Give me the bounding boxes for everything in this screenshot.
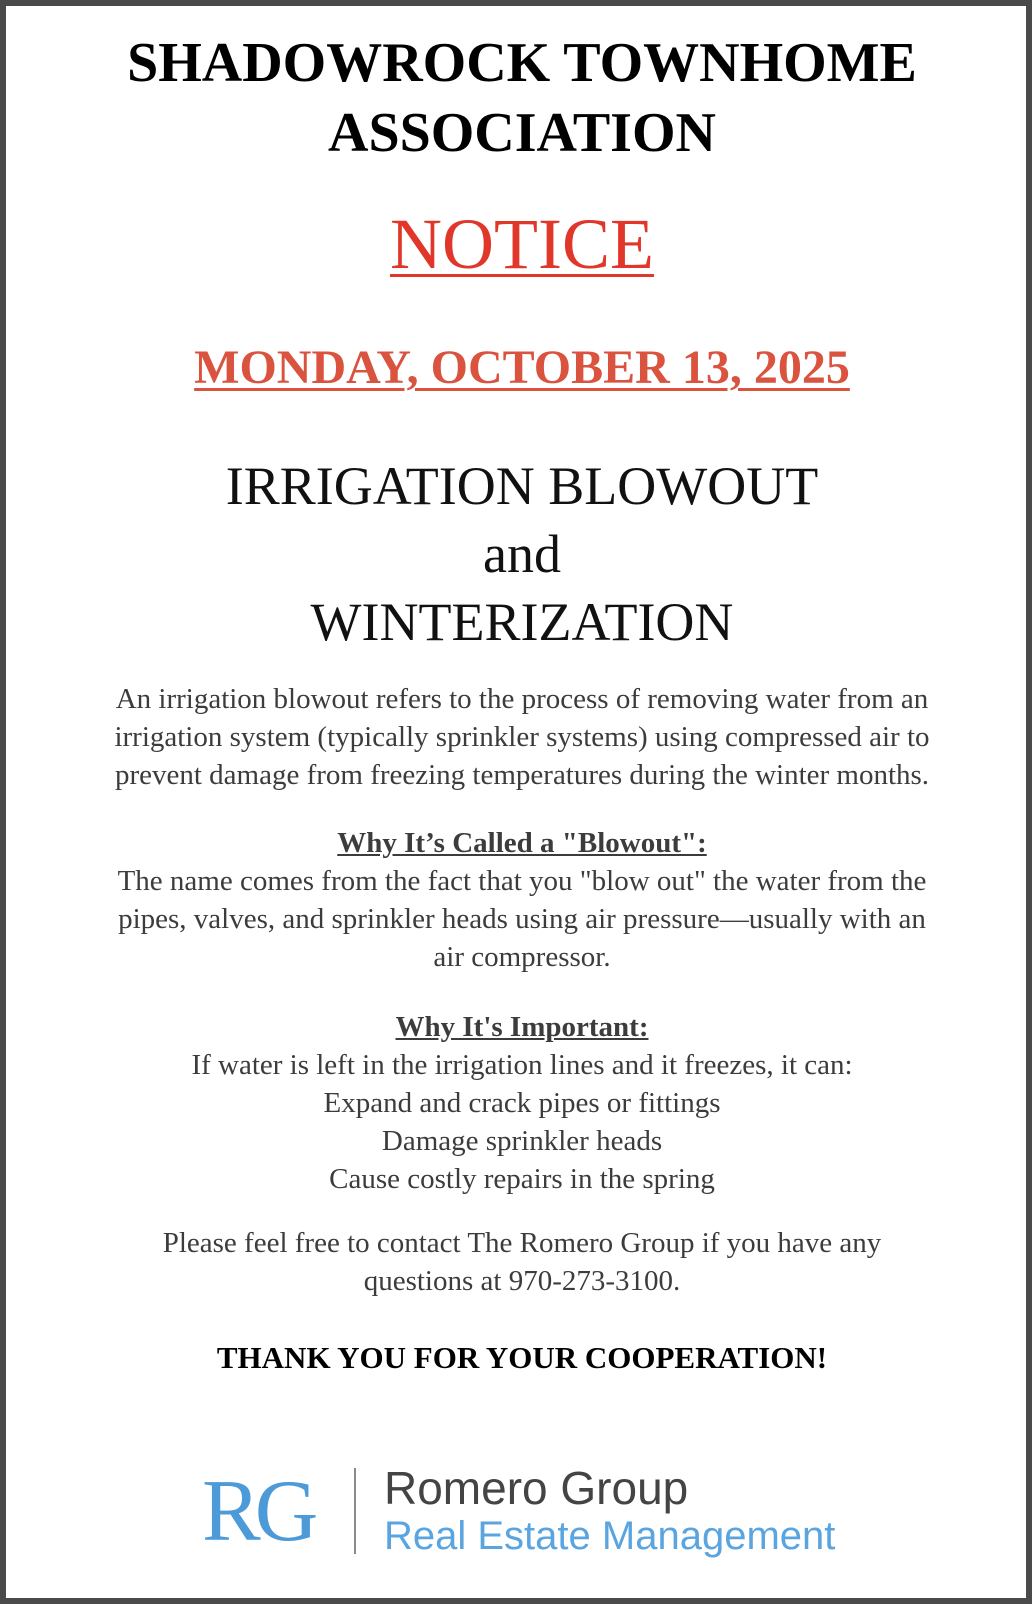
contact-line: questions at 970-273-3100.: [363, 1265, 681, 1297]
why-called-heading: Why It’s Called a "Blowout":: [337, 827, 707, 859]
association-title-line-1: SHADOWROCK TOWNHOME: [127, 32, 917, 94]
association-title-line-2: ASSOCIATION: [328, 102, 716, 164]
subject-line-3: WINTERIZATION: [310, 592, 734, 652]
logo-divider: [354, 1468, 356, 1554]
association-title: [6, 28, 1032, 168]
why-called-line: air compressor.: [433, 941, 611, 973]
rg-monogram: RG: [202, 1463, 313, 1560]
subject-line-1: IRRIGATION BLOWOUT: [225, 456, 819, 516]
intro-line: An irrigation blowout refers to the process of removing water from an: [115, 683, 929, 715]
contact-line: Please feel free to contact The Romero Group if you have any: [162, 1227, 882, 1259]
notice-subject: [6, 452, 1032, 656]
intro-line: prevent damage from freezing temperatures during the winter months.: [114, 759, 930, 791]
intro-line: irrigation system (typically sprinkler systems) using compressed air to: [114, 721, 930, 753]
subject-line-2: and: [483, 524, 561, 584]
why-called-section: [6, 824, 1032, 862]
logo-tagline: Real Estate Management: [384, 1514, 836, 1558]
why-important-line: Cause costly repairs in the spring: [329, 1163, 715, 1195]
why-called-body: [6, 862, 1032, 976]
why-important-line: If water is left in the irrigation lines and it freezes, it can:: [191, 1049, 853, 1081]
intro-paragraph: [6, 680, 1032, 794]
why-important-line: Expand and crack pipes or fittings: [323, 1087, 721, 1119]
notice-date: MONDAY, OCTOBER 13, 2025: [194, 341, 850, 394]
why-important-heading: Why It's Important:: [395, 1011, 649, 1043]
closing-thanks: THANK YOU FOR YOUR COOPERATION!: [216, 1340, 828, 1375]
logo-company-name: Romero Group: [384, 1462, 689, 1514]
why-called-line: The name comes from the fact that you "blow out" the water from the: [117, 865, 927, 897]
why-important-line: Damage sprinkler heads: [381, 1125, 663, 1157]
why-important-body: [6, 1046, 1032, 1198]
why-important-section: [6, 1008, 1032, 1046]
why-called-line: pipes, valves, and sprinkler heads using air pressure—usually with an: [118, 903, 926, 935]
notice-heading: NOTICE: [390, 204, 654, 284]
contact-paragraph: [6, 1224, 1032, 1300]
romero-group-logo: [202, 1462, 862, 1562]
